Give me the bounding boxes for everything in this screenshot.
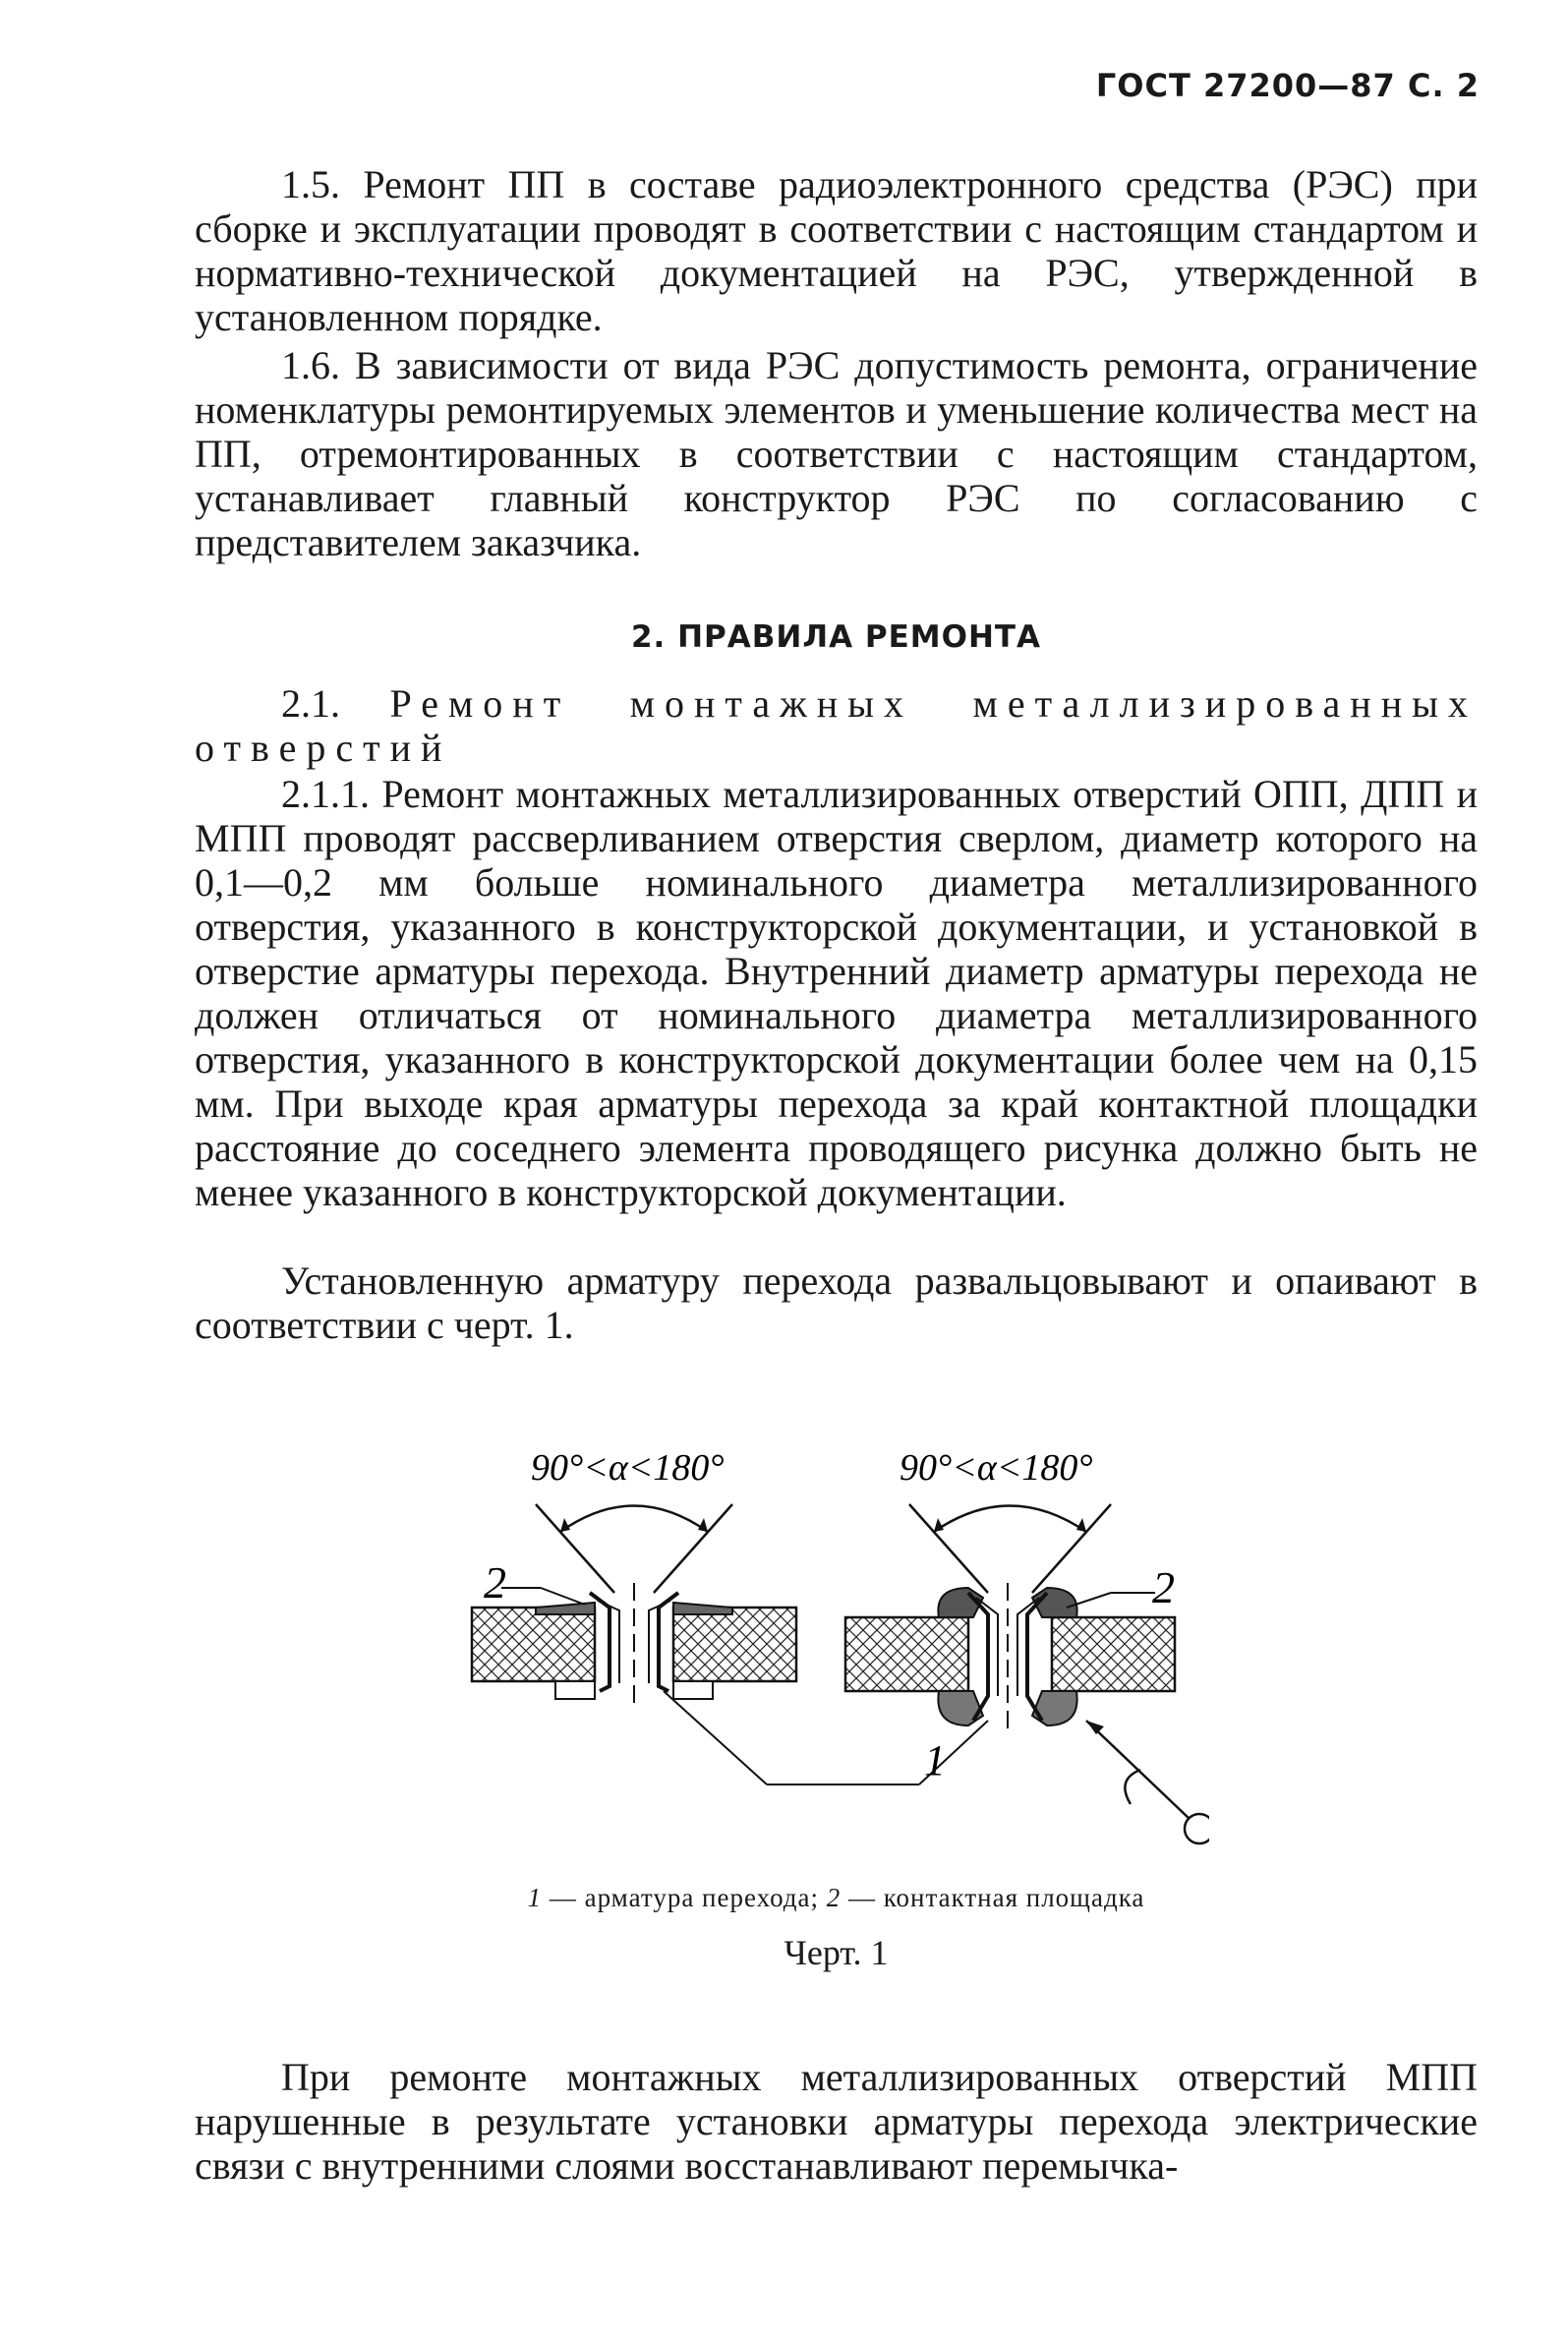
- paragraph-installed: [195, 1258, 1478, 1347]
- caption-text-2: — контактная площадка: [841, 1883, 1145, 1912]
- angle-label-right: 90°<α<180°: [900, 1447, 1093, 1489]
- callout-1: 1: [924, 1736, 946, 1784]
- callout-2-left: 2: [484, 1557, 506, 1608]
- paragraph-1-6: [195, 343, 1478, 564]
- paragraph-text: 1.6. В зависимости от вида РЭС допустимость ремонта, ограничение номенклатуры ремонтируемых элементов и уменьшение количества мест на ПП, отремонтированных в соответствии с настоящим стандартом, устанавливает главный конструктор РЭС по согласованию с представителем заказчика.: [195, 343, 1478, 564]
- via-repair-diagram: [423, 1396, 1209, 1858]
- caption-text-1: — арматура перехода;: [542, 1883, 827, 1912]
- paragraph-2-1-1: [195, 772, 1478, 1214]
- paragraph-text: При ремонте монтажных металлизированных отверстий МПП нарушенные в результате установки арматуры перехода электрические связи с внутренними слоями восстанавливают перемычка-: [195, 2055, 1478, 2188]
- figure-1: [423, 1396, 1209, 1858]
- angle-label-left: 90°<α<180°: [531, 1447, 725, 1489]
- callout-2-right: 2: [1152, 1562, 1175, 1612]
- page-header: ГОСТ 27200—87 С. 2: [1095, 67, 1480, 104]
- paragraph-1-5: [195, 162, 1478, 339]
- left-via: [472, 1447, 796, 1711]
- caption-number-2: 2: [826, 1883, 842, 1912]
- paragraph-text: 2.1.1. Ремонт монтажных металлизированных отверстий ОПП, ДПП и МПП проводят рассверливанием отверстия сверлом, диаметр которого на 0,1—0,2 мм больше номинального диаметра металлизированного отверстия, указанного в конструкторской документации, и установкой в отверстие арматуры перехода. Внутренний диаметр арматуры перехода не должен отличаться от номинального диаметра металлизированного отверстия, указанного в конструкторской документации более чем на 0,15 мм. При выходе края арматуры перехода за край контактной площадки расстояние до соседнего элемента проводящего рисунка должно быть не менее указанного в конструкторской документации.: [195, 772, 1478, 1214]
- paragraph-last: [195, 2055, 1478, 2188]
- figure-caption: [195, 1883, 1478, 1913]
- figure-label: Черт. 1: [784, 1933, 889, 1972]
- section-title: 2. ПРАВИЛА РЕМОНТА: [630, 619, 1042, 655]
- paragraph-text: Установленную арматуру перехода развальцовывают и опаивают в соответствии с черт. 1.: [195, 1258, 1478, 1347]
- caption-number-1: 1: [527, 1883, 543, 1912]
- paragraph-text: 1.5. Ремонт ПП в составе радиоэлектронного средства (РЭС) при сборке и эксплуатации проводят в соответствии с настоящим стандартом и нормативно-технической документацией на РЭС, утвержденной в установленном порядке.: [195, 162, 1478, 339]
- subsection-title: Ремонт монтажных металлизированных отверстий: [195, 681, 1478, 770]
- subsection-heading: [195, 681, 1478, 770]
- subsection-number: 2.1.: [281, 681, 340, 726]
